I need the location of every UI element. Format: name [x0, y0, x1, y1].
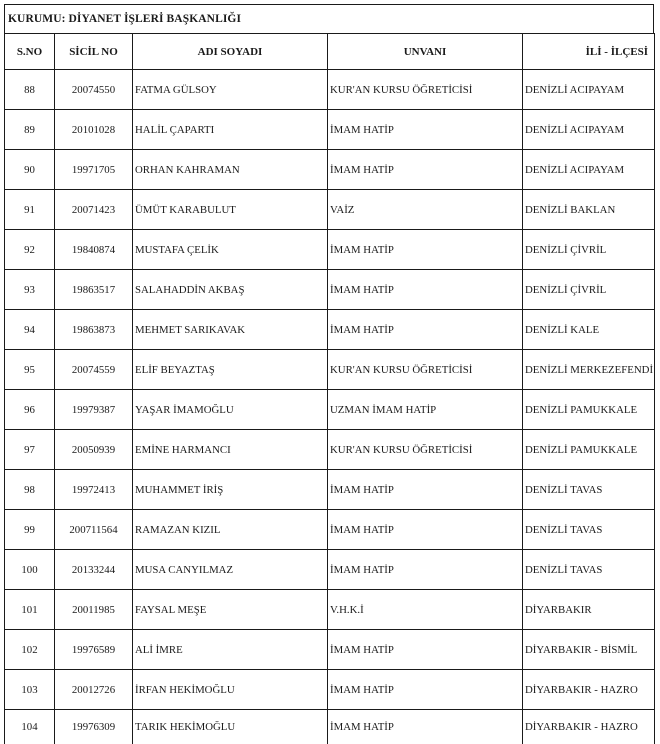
- cell-name: TARIK HEKİMOĞLU: [133, 710, 328, 744]
- cell-title: İMAM HATİP: [328, 270, 523, 310]
- cell-location: DENİZLİ ÇİVRİL: [523, 230, 655, 270]
- personnel-table: [4, 33, 655, 744]
- cell-sicil: 200711564: [55, 510, 133, 550]
- header-row: [5, 34, 655, 70]
- cell-sicil: 20011985: [55, 590, 133, 630]
- cell-title: İMAM HATİP: [328, 550, 523, 590]
- table-row: [5, 390, 655, 430]
- cell-sicil: 20012726: [55, 670, 133, 710]
- cell-sno: 102: [5, 630, 55, 670]
- cell-title: İMAM HATİP: [328, 230, 523, 270]
- cell-location: DENİZLİ TAVAS: [523, 510, 655, 550]
- header-sicil: SİCİL NO: [55, 34, 133, 70]
- cell-sicil: 20050939: [55, 430, 133, 470]
- cell-sicil: 19979387: [55, 390, 133, 430]
- cell-location: DİYARBAKIR - HAZRO: [523, 670, 655, 710]
- cell-title: VAİZ: [328, 190, 523, 230]
- cell-name: MEHMET SARIKAVAK: [133, 310, 328, 350]
- header-name: ADI SOYADI: [133, 34, 328, 70]
- cell-title: İMAM HATİP: [328, 150, 523, 190]
- cell-sicil: 19840874: [55, 230, 133, 270]
- cell-title: V.H.K.İ: [328, 590, 523, 630]
- table-row: [5, 430, 655, 470]
- cell-sno: 90: [5, 150, 55, 190]
- table-row: [5, 270, 655, 310]
- cell-sno: 93: [5, 270, 55, 310]
- cell-location: DENİZLİ KALE: [523, 310, 655, 350]
- cell-name: RAMAZAN KIZIL: [133, 510, 328, 550]
- cell-location: DENİZLİ PAMUKKALE: [523, 390, 655, 430]
- cell-name: EMİNE HARMANCI: [133, 430, 328, 470]
- header-title: UNVANI: [328, 34, 523, 70]
- cell-sno: 98: [5, 470, 55, 510]
- cell-location: DENİZLİ ACIPAYAM: [523, 150, 655, 190]
- cell-location: DENİZLİ PAMUKKALE: [523, 430, 655, 470]
- cell-sno: 97: [5, 430, 55, 470]
- cell-name: YAŞAR İMAMOĞLU: [133, 390, 328, 430]
- cell-name: FATMA GÜLSOY: [133, 70, 328, 110]
- cell-sicil: 19972413: [55, 470, 133, 510]
- cell-name: FAYSAL MEŞE: [133, 590, 328, 630]
- table-row: [5, 350, 655, 390]
- table-body: [5, 70, 655, 744]
- cell-sicil: 19976589: [55, 630, 133, 670]
- cell-location: DENİZLİ MERKEZEFENDİ: [523, 350, 655, 390]
- cell-location: DENİZLİ ACIPAYAM: [523, 70, 655, 110]
- cell-sno: 91: [5, 190, 55, 230]
- cell-title: İMAM HATİP: [328, 510, 523, 550]
- cell-name: ALİ İMRE: [133, 630, 328, 670]
- cell-sno: 92: [5, 230, 55, 270]
- table-row: [5, 550, 655, 590]
- cell-title: İMAM HATİP: [328, 630, 523, 670]
- table-row: [5, 510, 655, 550]
- cell-title: KUR'AN KURSU ÖĞRETİCİSİ: [328, 430, 523, 470]
- cell-sicil: 19863517: [55, 270, 133, 310]
- cell-name: İRFAN HEKİMOĞLU: [133, 670, 328, 710]
- cell-title: KUR'AN KURSU ÖĞRETİCİSİ: [328, 70, 523, 110]
- cell-sno: 88: [5, 70, 55, 110]
- table-row: [5, 150, 655, 190]
- table-row: [5, 670, 655, 710]
- cell-title: İMAM HATİP: [328, 310, 523, 350]
- cell-name: HALİL ÇAPARTI: [133, 110, 328, 150]
- cell-sicil: 20071423: [55, 190, 133, 230]
- cell-sno: 99: [5, 510, 55, 550]
- cell-location: DİYARBAKIR - BİSMİL: [523, 630, 655, 670]
- cell-sicil: 20133244: [55, 550, 133, 590]
- table-row: [5, 310, 655, 350]
- cell-name: ÜMÜT KARABULUT: [133, 190, 328, 230]
- table-row: [5, 710, 655, 744]
- cell-location: DENİZLİ BAKLAN: [523, 190, 655, 230]
- cell-sno: 100: [5, 550, 55, 590]
- table-row: [5, 230, 655, 270]
- cell-name: MUSTAFA ÇELİK: [133, 230, 328, 270]
- cell-sno: 89: [5, 110, 55, 150]
- cell-title: İMAM HATİP: [328, 470, 523, 510]
- cell-name: ORHAN KAHRAMAN: [133, 150, 328, 190]
- cell-sicil: 20101028: [55, 110, 133, 150]
- cell-sicil: 19971705: [55, 150, 133, 190]
- cell-sicil: 19976309: [55, 710, 133, 744]
- cell-location: DİYARBAKIR - HAZRO: [523, 710, 655, 744]
- table-row: [5, 630, 655, 670]
- cell-sicil: 20074550: [55, 70, 133, 110]
- header-location: İLİ - İLÇESİ: [523, 34, 655, 70]
- cell-name: MUSA CANYILMAZ: [133, 550, 328, 590]
- cell-sno: 95: [5, 350, 55, 390]
- table-row: [5, 110, 655, 150]
- cell-sno: 94: [5, 310, 55, 350]
- table-row: [5, 190, 655, 230]
- cell-sno: 96: [5, 390, 55, 430]
- cell-title: İMAM HATİP: [328, 110, 523, 150]
- cell-title: İMAM HATİP: [328, 670, 523, 710]
- cell-sno: 101: [5, 590, 55, 630]
- cell-title: KUR'AN KURSU ÖĞRETİCİSİ: [328, 350, 523, 390]
- cell-name: SALAHADDİN AKBAŞ: [133, 270, 328, 310]
- cell-name: ELİF BEYAZTAŞ: [133, 350, 328, 390]
- document-page: [4, 4, 654, 718]
- cell-sno: 103: [5, 670, 55, 710]
- cell-sicil: 19863873: [55, 310, 133, 350]
- institution-line: KURUMU: DİYANET İŞLERİ BAŞKANLIĞI: [4, 4, 654, 33]
- table-row: [5, 590, 655, 630]
- cell-sicil: 20074559: [55, 350, 133, 390]
- header-sno: S.NO: [5, 34, 55, 70]
- cell-sno: 104: [5, 710, 55, 744]
- table-row: [5, 70, 655, 110]
- cell-location: DENİZLİ TAVAS: [523, 470, 655, 510]
- cell-title: İMAM HATİP: [328, 710, 523, 744]
- table-row: [5, 470, 655, 510]
- cell-location: DENİZLİ TAVAS: [523, 550, 655, 590]
- cell-title: UZMAN İMAM HATİP: [328, 390, 523, 430]
- cell-location: DENİZLİ ACIPAYAM: [523, 110, 655, 150]
- cell-location: DENİZLİ ÇİVRİL: [523, 270, 655, 310]
- cell-location: DİYARBAKIR: [523, 590, 655, 630]
- cell-name: MUHAMMET İRİŞ: [133, 470, 328, 510]
